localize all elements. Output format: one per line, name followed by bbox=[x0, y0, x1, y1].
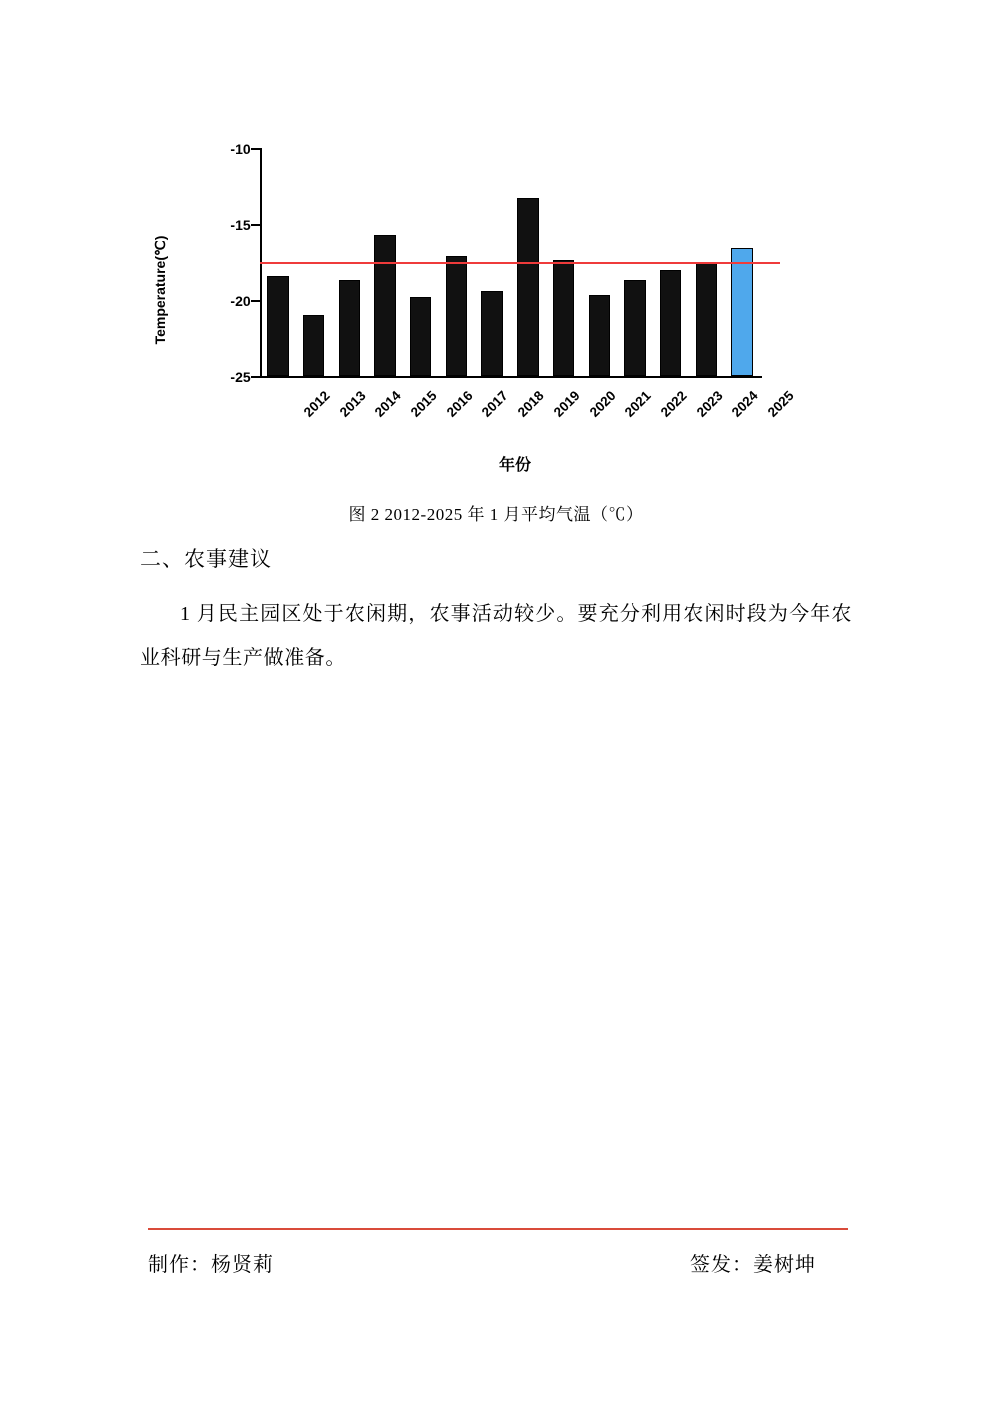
y-tick-label: -10 bbox=[230, 141, 251, 157]
bar-2019 bbox=[517, 198, 538, 376]
x-tick-label: 2025 bbox=[764, 388, 797, 420]
x-tick-label: 2012 bbox=[300, 388, 333, 420]
x-tick-label: 2022 bbox=[657, 388, 690, 420]
footer-author: 制作：杨贤莉 bbox=[148, 1254, 274, 1276]
bar-2023 bbox=[660, 270, 681, 376]
chart-area bbox=[152, 130, 840, 490]
y-tick-label: -20 bbox=[230, 293, 251, 309]
y-tick bbox=[230, 217, 260, 233]
bar-2021 bbox=[589, 295, 610, 376]
bar-2024 bbox=[696, 262, 717, 376]
figure-caption: 图 2 2012-2025 年 1 月平均气温（℃） bbox=[348, 505, 644, 524]
x-tick-label: 2016 bbox=[443, 388, 476, 420]
bar-2016 bbox=[410, 297, 431, 376]
x-tick-label: 2020 bbox=[586, 388, 619, 420]
bar-2015 bbox=[374, 235, 395, 376]
x-axis-tick-labels bbox=[260, 382, 797, 452]
x-tick-label: 2014 bbox=[372, 388, 404, 420]
y-tick-label: -25 bbox=[230, 369, 251, 385]
y-tick bbox=[230, 293, 260, 309]
section-heading: 二、农事建议 bbox=[140, 547, 272, 571]
x-tick-label: 2019 bbox=[550, 388, 583, 420]
x-axis-line bbox=[260, 376, 762, 378]
bar-2020 bbox=[553, 260, 574, 376]
section-paragraph: 1 月民主园区处于农闲期，农事活动较少。要充分利用农闲时段为今年农业科研与生产做准备。 bbox=[140, 603, 852, 669]
x-tick-label: 2017 bbox=[479, 388, 512, 420]
y-tick-label: -15 bbox=[230, 217, 251, 233]
bar-2022 bbox=[624, 280, 645, 376]
bar-2018 bbox=[481, 291, 502, 376]
mean-reference-line bbox=[260, 262, 780, 264]
y-axis-title: Temperature(℃) bbox=[152, 235, 168, 345]
y-tick bbox=[230, 369, 260, 385]
x-tick-label: 2013 bbox=[336, 388, 369, 420]
footer-divider bbox=[148, 1228, 848, 1230]
temperature-bar-chart bbox=[152, 130, 840, 490]
x-tick-label: 2021 bbox=[622, 388, 654, 420]
x-axis-title: 年份 bbox=[498, 457, 531, 474]
x-tick-label: 2018 bbox=[514, 388, 547, 420]
y-tick bbox=[230, 141, 260, 157]
x-tick-label: 2015 bbox=[407, 388, 440, 420]
footer-approver: 签发：姜树坤 bbox=[690, 1254, 816, 1276]
x-tick-label: 2024 bbox=[729, 388, 762, 420]
bar-2017 bbox=[446, 256, 467, 376]
bar-2013 bbox=[303, 315, 324, 376]
x-tick-label: 2023 bbox=[693, 388, 726, 420]
bar-2012 bbox=[267, 276, 288, 376]
bar-2014 bbox=[339, 280, 360, 376]
bar-2025 bbox=[731, 248, 752, 376]
